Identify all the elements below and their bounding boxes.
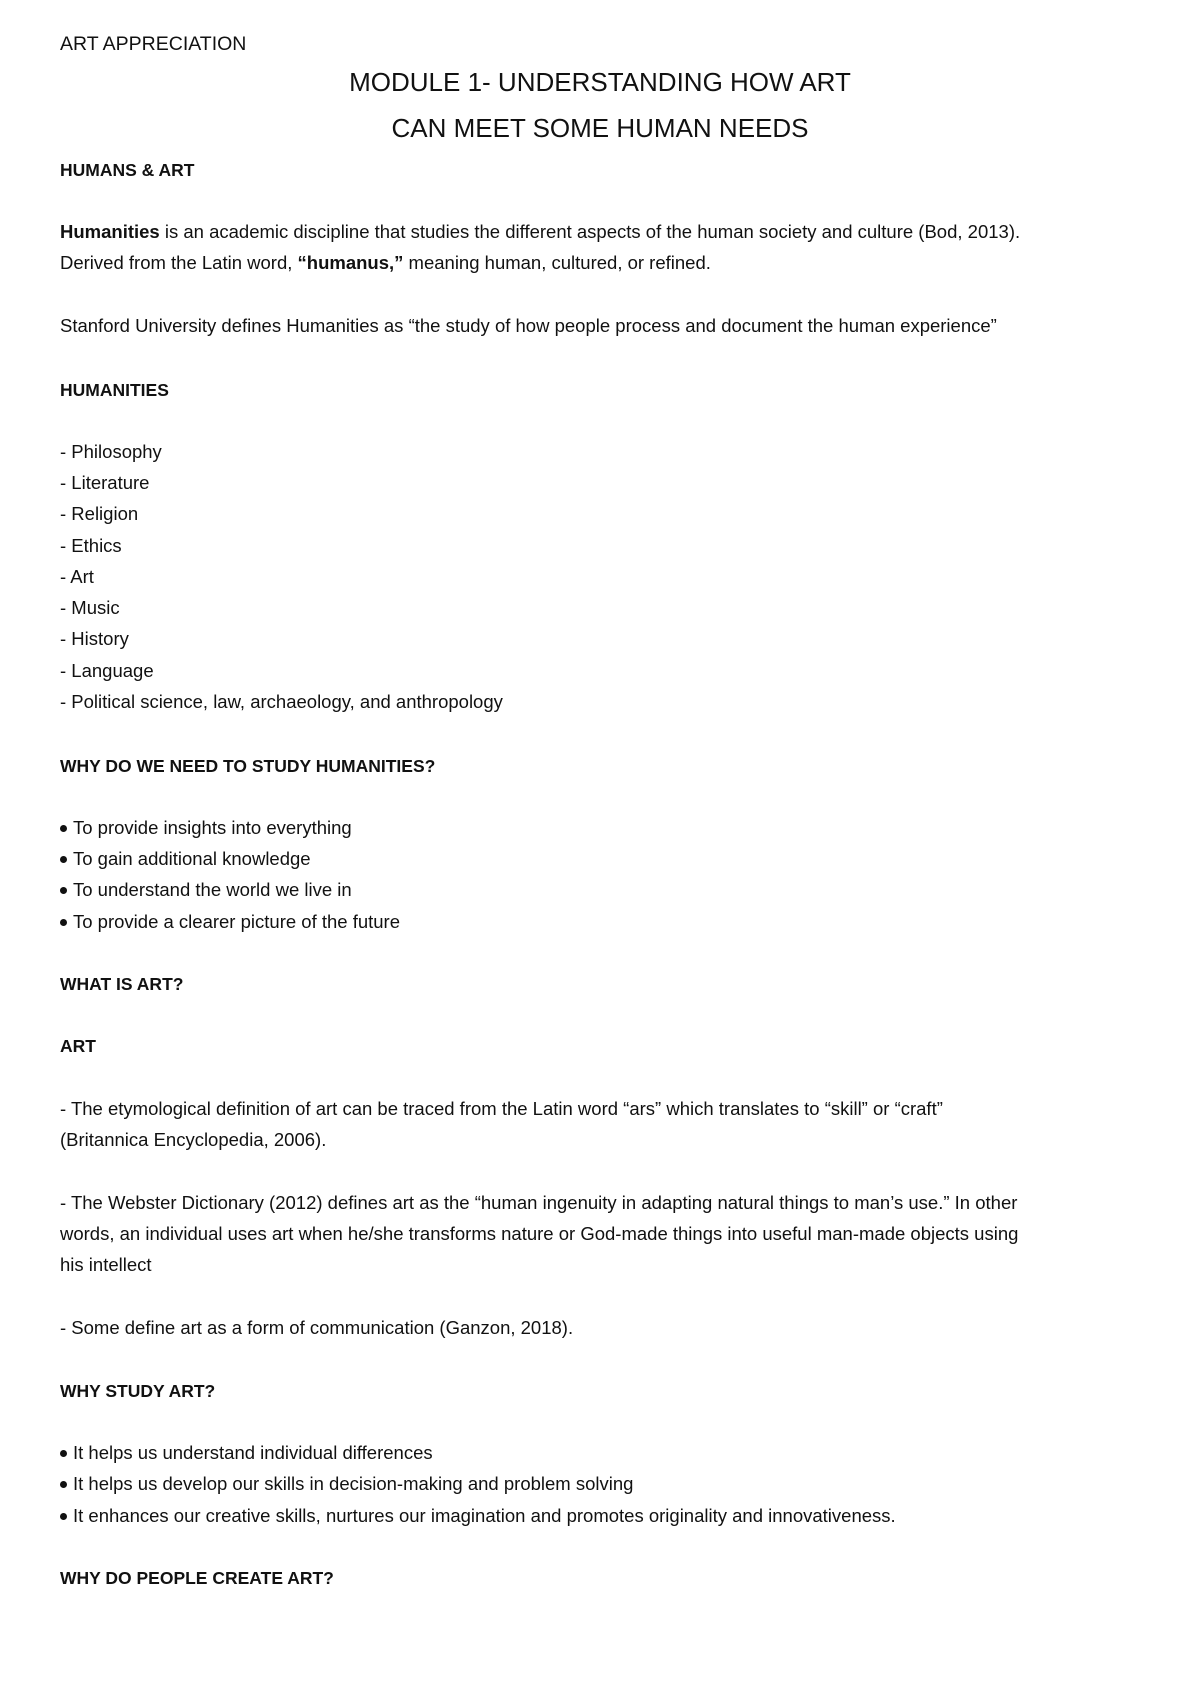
latin-derivation-text: Derived from the Latin word, <box>60 252 298 273</box>
humanities-definition-text: is an academic discipline that studies the different aspects of the human society and culture (Bod, 2013). <box>159 221 1021 242</box>
webster-definition-line-2: words, an individual uses art when he/she transforms nature or God-made things into useful man-made objects using <box>60 1223 1019 1244</box>
humanities-term: Humanities <box>60 221 160 242</box>
course-header: ART APPRECIATION <box>60 33 247 55</box>
stanford-definition: Stanford University defines Humanities as “the study of how people process and document the human experience” <box>60 315 997 336</box>
list-item: - Religion <box>60 503 139 524</box>
list-item: - Political science, law, archaeology, and anthropology <box>60 691 503 712</box>
list-item: - Art <box>60 566 94 587</box>
bullet-item <box>60 1472 633 1496</box>
bullet-item <box>60 910 400 934</box>
bullet-item <box>60 847 311 871</box>
art-etymology-line-1: - The etymological definition of art can be traced from the Latin word “ars” which translates to “skill” or “craft” <box>60 1098 943 1119</box>
section-heading-why-study-art: WHY STUDY ART? <box>60 1381 216 1401</box>
communication-definition: - Some define art as a form of communication (Ganzon, 2018). <box>60 1317 574 1338</box>
list-item: - Philosophy <box>60 441 162 462</box>
bullet-item <box>60 816 352 840</box>
section-heading-why-study-humanities: WHY DO WE NEED TO STUDY HUMANITIES? <box>60 756 436 776</box>
list-item: - Ethics <box>60 535 122 556</box>
list-item: - History <box>60 628 129 649</box>
bullet-text: To understand the world we live in <box>73 879 352 900</box>
latin-meaning-text: meaning human, cultured, or refined. <box>403 252 711 273</box>
humanus-term: “humanus,” <box>297 252 404 273</box>
module-title-line-2: CAN MEET SOME HUMAN NEEDS <box>391 113 809 143</box>
list-item: - Music <box>60 597 120 618</box>
section-heading-humanities: HUMANITIES <box>60 380 169 400</box>
art-etymology-line-2: (Britannica Encyclopedia, 2006). <box>60 1129 327 1150</box>
bullet-icon <box>60 1450 67 1457</box>
bullet-text: To provide insights into everything <box>73 817 352 838</box>
bullet-text: To provide a clearer picture of the future <box>73 911 401 932</box>
bullet-icon <box>60 1513 67 1520</box>
bullet-item <box>60 1441 433 1465</box>
bullet-icon <box>60 919 67 926</box>
module-title-line-1: MODULE 1- UNDERSTANDING HOW ART <box>349 67 851 97</box>
list-item: - Language <box>60 660 154 681</box>
bullet-text: It helps us develop our skills in decision-making and problem solving <box>73 1473 634 1494</box>
webster-definition-line-1: - The Webster Dictionary (2012) defines art as the “human ingenuity in adapting natural things to man’s use.” In other <box>60 1192 1018 1213</box>
humanities-definition-line-2 <box>60 251 711 275</box>
bullet-icon <box>60 887 67 894</box>
section-heading-humans-art: HUMANS & ART <box>60 160 195 180</box>
bullet-icon <box>60 1481 67 1488</box>
bullet-text: It helps us understand individual differences <box>73 1442 433 1463</box>
subheading-art: ART <box>60 1036 96 1056</box>
webster-definition-line-3: his intellect <box>60 1254 152 1275</box>
section-heading-what-is-art: WHAT IS ART? <box>60 974 184 994</box>
bullet-text: It enhances our creative skills, nurtures our imagination and promotes originality and innovativeness. <box>73 1505 896 1526</box>
bullet-text: To gain additional knowledge <box>73 848 311 869</box>
section-heading-why-create-art: WHY DO PEOPLE CREATE ART? <box>60 1568 334 1588</box>
bullet-icon <box>60 825 67 832</box>
bullet-item <box>60 1504 896 1528</box>
list-item: - Literature <box>60 472 150 493</box>
humanities-definition-line-1 <box>60 220 1020 244</box>
bullet-icon <box>60 856 67 863</box>
bullet-item <box>60 878 352 902</box>
